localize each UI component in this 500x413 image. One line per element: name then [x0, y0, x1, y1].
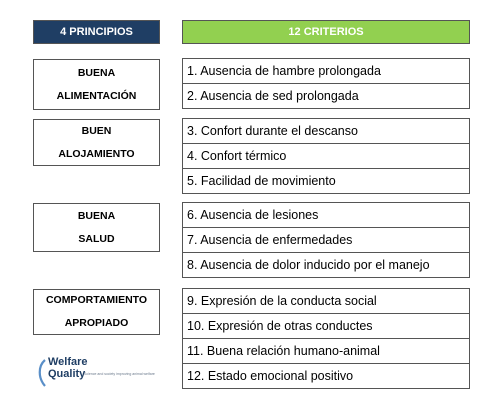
criterion-row: 6. Ausencia de lesiones — [182, 202, 470, 228]
criterion-row: 4. Confort térmico — [182, 143, 470, 169]
criterion-row: 5. Facilidad de movimiento — [182, 168, 470, 194]
criterion-row: 10. Expresión de otras conductes — [182, 313, 470, 339]
criterion-row: 12. Estado emocional positivo — [182, 363, 470, 389]
criteria-header: 12 CRITERIOS — [182, 20, 470, 44]
logo-swoosh-icon — [36, 358, 48, 388]
principle-good-housing — [33, 119, 160, 166]
criterion-row: 7. Ausencia de enfermedades — [182, 227, 470, 253]
principle-label-line2: ALOJAMIENTO — [58, 147, 135, 160]
criteria-group-health — [182, 202, 470, 278]
criterion-row: 9. Expresión de la conducta social — [182, 288, 470, 314]
criterion-row: 11. Buena relación humano-animal — [182, 338, 470, 364]
principle-good-health — [33, 203, 160, 252]
principle-appropriate-behaviour — [33, 289, 160, 335]
principle-label-line1: BUENA — [77, 209, 116, 222]
logo-text-line2: Quality — [48, 368, 86, 380]
principles-header: 4 PRINCIPIOS — [33, 20, 160, 44]
principle-label-line1: BUENA — [77, 66, 116, 79]
criteria-group-behaviour — [182, 288, 470, 389]
criterion-row: 8. Ausencia de dolor inducido por el manejo — [182, 252, 470, 278]
principle-good-feeding — [33, 59, 160, 110]
principle-label-line1: COMPORTAMIENTO — [45, 294, 148, 306]
welfare-quality-logo — [36, 356, 155, 390]
criteria-group-housing — [182, 118, 470, 194]
principle-label-line2: ALIMENTACIÓN — [56, 89, 137, 102]
criterion-row: 2. Ausencia de sed prolongada — [182, 83, 470, 109]
principle-label-line1: BUEN — [81, 124, 112, 137]
criteria-group-feeding — [182, 58, 470, 109]
criterion-row: 3. Confort durante el descanso — [182, 118, 470, 144]
principle-label-line2: APROPIADO — [64, 317, 129, 329]
principle-label-line2: SALUD — [78, 232, 115, 245]
logo-tagline: Science and society improving animal welfare — [84, 372, 155, 376]
logo-text-line1: Welfare — [48, 356, 88, 368]
criterion-row: 1. Ausencia de hambre prolongada — [182, 58, 470, 84]
